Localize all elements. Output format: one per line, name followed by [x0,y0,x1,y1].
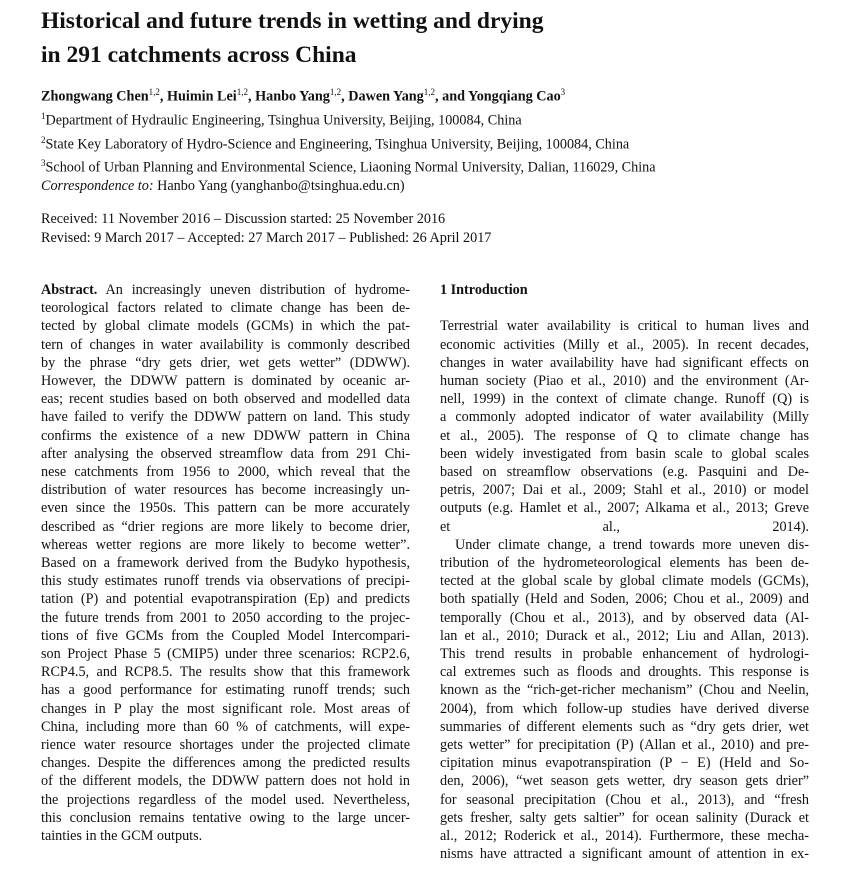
introduction-line: nisms have attracted a significant amount of attention in ex- [440,846,809,863]
author-name: Dawen Yang [348,88,424,105]
introduction-line: tected at the global scale by global climate models (GCMs), [440,573,809,590]
dates-line-published: Revised: 9 March 2017 – Accepted: 27 March 2017 – Published: 26 April 2017 [41,230,492,246]
introduction-line: a commonly adopted indicator of water availability (Milly [440,409,809,426]
abstract-column [41,281,410,845]
introduction-line: Terrestrial water availability is critical to human lives and [440,318,809,335]
introduction-line: This trend results in probable enhancement of hydrologi- [440,646,809,663]
introduction-line: based on streamflow observations (e.g. Pasquini and De- [440,464,809,480]
introduction-line: Under climate change, a trend towards more uneven dis- [455,536,809,553]
author-affiliation-mark: 3 [560,87,566,97]
introduction-line: temporally (Chou et al., 2013), and by observed data (Al- [440,609,809,626]
abstract-line: of the different models, the DDWW pattern does not hold in [41,773,410,790]
author-affiliation-mark: 1,2 [148,87,160,97]
abstract-line: by the phrase “dry gets drier, wet gets wetter” (DDWW). [41,354,410,371]
introduction-line: petris, 2007; Dai et al., 2009; Stahl et al., 2010) or model [440,482,809,499]
title-line-1: Historical and future trends in wetting and drying [41,8,544,34]
abstract-line: the projections regardless of the model used. Nevertheless, [41,791,410,808]
abstract-line: eas; recent studies based on both observed and modelled data [41,391,410,408]
author-affiliation-mark: 1,2 [236,87,249,97]
introduction-column [440,281,809,863]
abstract-line: China, including more than 60 % of catchments, will expe- [41,718,410,735]
author-affiliation-mark: 1,2 [329,87,342,97]
abstract-line: tainties in the GCM outputs. [41,828,203,845]
introduction-line: nell, 1999) in the context of climate change. Runoff (Q) is [440,391,809,408]
abstract-line: even since the 1950s. This pattern can be more accurately [41,500,410,517]
abstract-line: tions of five GCMs from the Coupled Model Intercompari- [41,627,410,644]
abstract-line: have failed to verify the DDWW pattern on land. This study [41,409,410,426]
introduction-line: both spatially (Held and Soden, 2006; Chou et al., 2009) and [440,591,809,608]
affiliation-number: 1 [41,111,46,121]
introduction-line: human society (Piao et al., 2010) and the environment (Ar- [440,372,809,389]
title-line-2: in 291 catchments across China [41,42,357,68]
abstract-line: has a good performance for estimating runoff trends; such [41,682,410,699]
introduction-paragraph-2 [440,536,809,864]
introduction-line: gets fresher, salty gets saltier” for ocean salinity (Durack et [440,809,809,826]
abstract-line: rience water resource shortages under the projected climate [41,737,410,754]
abstract-line: distribution of water resources has become increasingly un- [41,482,410,499]
abstract-line: changes in P play the most significant role. Most areas of [41,700,410,717]
author-affiliation-mark: 1,2 [423,87,436,97]
correspondence [41,177,405,196]
section-heading-introduction: 1 Introduction [440,282,528,298]
introduction-line: for seasonal precipitation (Chou et al., 2013), and “fresh [440,791,809,808]
abstract-line: tected by global climate models (GCMs) in which the pat- [41,318,410,335]
abstract-line: son Project Phase 5 (CMIP5) under three scenarios: RCP2.6, [41,646,410,663]
author-list: Zhongwang Chen$^{1,2}$, Huimin Lei$^{1,2}$, Hanbo Yang$^{1,2}$, Dawen Yang$^{1,2}$, and Yongqiang Cao$^3$ [41,87,566,105]
publication-dates [41,210,491,248]
introduction-paragraph-1 [440,317,809,535]
abstract-line: Based on a framework derived from the Budyko hypothesis, [41,555,410,572]
introduction-line: summaries of different elements such as “dry gets drier, wet [440,718,809,735]
abstract-line: confirms the existence of a new DDWW pattern in China [41,427,410,444]
abstract-line: this study estimates runoff trends via observations of precipi- [41,573,410,590]
abstract-line [41,281,410,299]
introduction-line: tribution of the hydrometeorological elements has been de- [440,555,809,572]
introduction-line: et al., 2014). [440,518,809,535]
author-name: Zhongwang Chen [41,88,149,105]
introduction-line: been widely investigated from basin scale to global scales [440,445,809,462]
introduction-line: cipitation minus evapotranspiration (P − E) (Held and So- [440,755,809,772]
abstract-line: However, the DDWW pattern is dominated by oceanic ar- [41,373,410,390]
abstract-line: changes. Despite the differences among the predicted results [41,755,410,772]
abstract-line-text: An increasingly uneven distribution of hydrome- [97,282,410,298]
correspondence-contact[interactable]: Hanbo Yang (yanghanbo@tsinghua.edu.cn) [157,178,405,194]
affiliation [41,131,656,155]
affiliation [41,154,656,178]
abstract-line: after analysing the observed streamflow data from 291 Chi- [41,445,410,462]
abstract-line: whereas wetter regions are more likely to become wetter”. [41,536,410,553]
introduction-line: known as the “rich-get-richer mechanism” (Chou and Neelin, [440,682,809,699]
introduction-line: economic activities (Milly et al., 2005). In recent decades, [440,336,809,353]
affiliation-number: 2 [41,134,46,145]
author-name: Hanbo Yang [255,88,330,105]
abstract-line: tern of changes in water availability is commonly described [41,336,410,353]
author-name: and Yongqiang Cao [442,88,561,105]
abstract-line: RCP4.5, and RCP8.5. The results show that this framework [41,664,410,681]
dates-line-received: Received: 11 November 2016 – Discussion started: 25 November 2016 [41,211,446,227]
affiliation [41,107,656,131]
author-name: Huimin Lei [166,88,237,105]
abstract-line: teorological factors related to climate change has been de- [41,300,410,317]
abstract-line: nese catchments from 1956 to 2000, which reveal that the [41,464,410,481]
abstract-label: Abstract. [41,282,98,298]
introduction-line: et al., 2005). The response of Q to climate change has [440,427,809,444]
affiliation-text: Department of Hydraulic Engineering, Tsinghua University, Beijing, 100084, China [45,112,522,129]
affiliation-list [41,107,656,178]
introduction-line: changes in water availability have had significant effects on [440,354,809,371]
abstract-line: this conclusion remains tentative owing to the large uncer- [41,809,410,826]
introduction-line: den, 2006), “wet season gets wetter, dry season gets drier” [440,773,809,790]
introduction-line: 2004), from which follow-up studies have derived diverse [440,700,809,717]
introduction-line: cal extremes such as floods and droughts. This response is [440,664,809,681]
affiliation-text: School of Urban Planning and Environmental Science, Liaoning Normal University, Dalian, 116029, China [45,160,656,177]
introduction-line: lan et al., 2010; Durack et al., 2012; Liu and Allan, 2013). [440,627,809,644]
introduction-line: outputs (e.g. Hamlet et al., 2007; Alkama et al., 2013; Greve [440,500,809,517]
abstract-line: the future trends from 2001 to 2050 according to the projec- [41,609,410,626]
affiliation-number: 3 [41,158,46,169]
abstract-line: tation (P) and potential evapotranspiration (Ep) and predicts [41,591,410,608]
introduction-line: gets wetter” for precipitation (P) (Allan et al., 2010) and pre- [440,737,809,754]
correspondence-label: Correspondence to: [41,178,154,194]
abstract-line: described as “drier regions are more likely to become drier, [41,518,410,535]
paper-title [41,4,801,72]
affiliation-text: State Key Laboratory of Hydro-Science and Engineering, Tsinghua University, Beijing, 100084, China [45,136,630,153]
introduction-line: al., 2012; Roderick et al., 2014). Furthermore, these mecha- [440,828,809,845]
